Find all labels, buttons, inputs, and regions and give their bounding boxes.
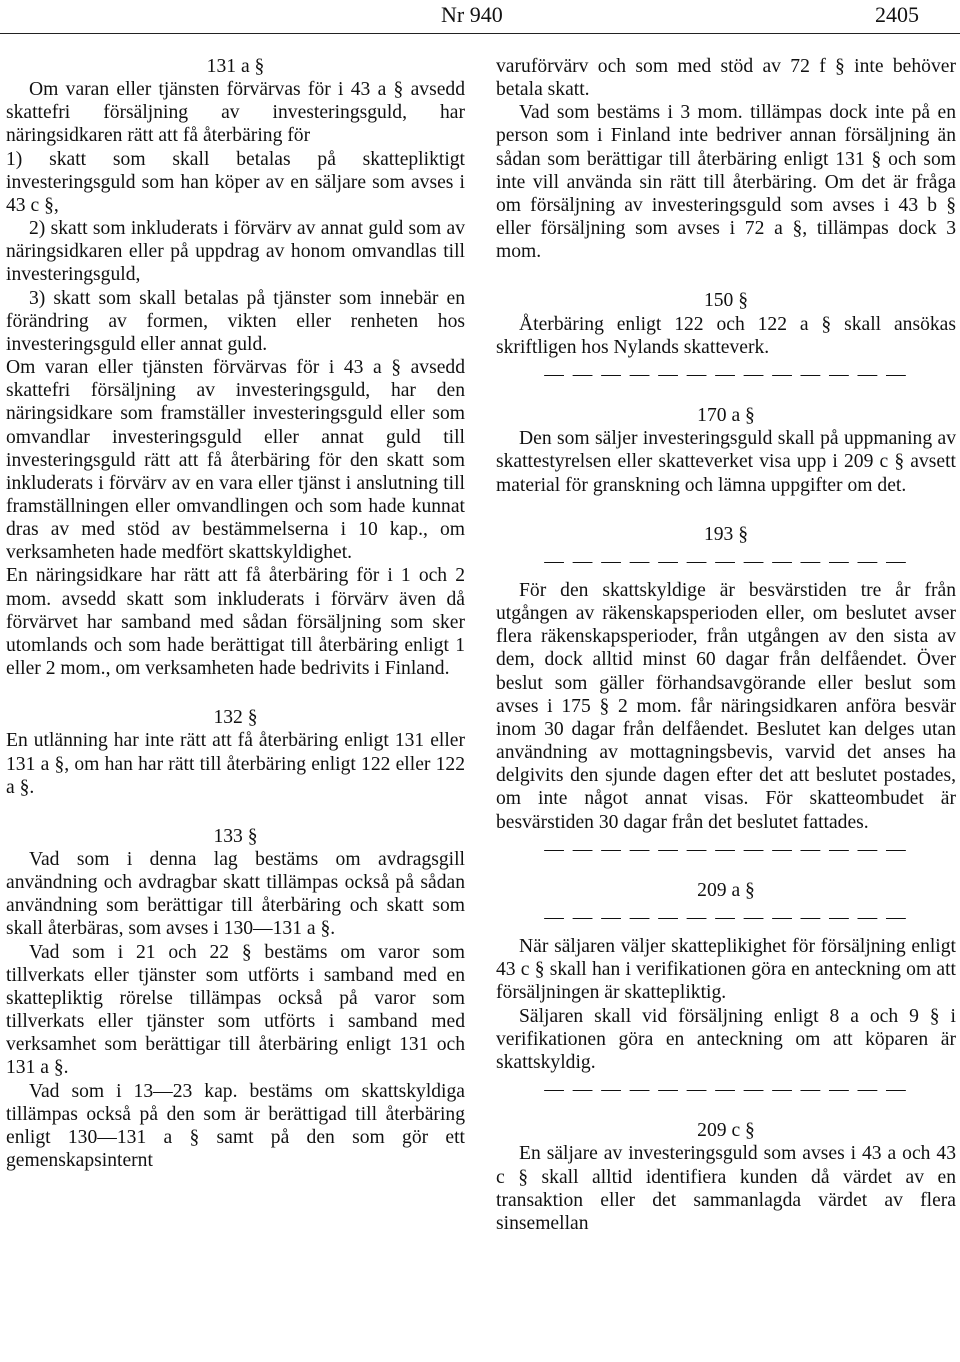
paragraph: Vad som i 13—23 kap. bestäms om skattskyldiga tillämpas också på den som är berättigad till återbäring enligt 130—131 a § samt på den som gör ett gemenskapsinternt [6,1080,465,1172]
paragraph: En utlänning har inte rätt att få återbäring enligt 131 eller 131 a §, om han har rätt till återbäring enligt 122 eller 122 a §. [6,730,465,798]
omission-dashes: — — — — — — — — — — — — — [544,550,908,572]
header-rule [0,33,960,34]
issue-number: Nr 940 [441,2,503,27]
paragraph: Den som säljer investeringsguld skall på uppmaning av skattestyrelsen eller skatteverket visa upp i 209 c § avsett material för granskning och lämna uppgifter om det. [496,428,956,496]
page-number: 2405 [875,2,919,27]
section-title: 131 a § [206,56,265,77]
paragraph: Om varan eller tjänsten förvärvas för i 43 a § avsedd skattefri försäljning av investeringsguld, har näringsidkaren rätt att få återbäring för [6,79,465,147]
paragraph: varuförvärv och som med stöd av 72 f § inte behöver betala skatt. [496,56,956,101]
list-item: 3) skatt som skall betalas på tjänster som innebär en förändring av formen, vikten eller renheten hos investeringsguld eller annat guld. [6,287,465,355]
paragraph: För den skattskyldige är besvärstiden tre år från utgången av räkenskapsperioden eller, om beslutet avser flera räkenskapsperioder, från utgången av den sista av dem, dock alltid minst 60 dagar från delfåendet. Över beslut som gäller förhandsavgörande eller beslut som avses i 175 § 2 mom. får näringsidkaren anföra besvär inom 30 dagar från delfåendet. Beslutet kan delges utan användning av mottagningsbevis, varvid det anses ha delgivits den sjunde dagen efter det att beslutet postades, om inte något annat visas. För skatteombudet är besvärstiden 30 dagar från det beslutet fattades. [496,579,956,833]
omission-dashes: — — — — — — — — — — — — — [544,1079,908,1101]
list-item: 2) skatt som inkluderats i förvärv av annat guld som av näringsidkaren eller på uppdrag av honom omvandlas till investeringsguld, [6,218,465,286]
omission-dashes: — — — — — — — — — — — — — [544,838,908,860]
section-title: 193 § [703,523,749,545]
omission-dashes: — — — — — — — — — — — — — [544,363,908,385]
list-item: 1) skatt som skall betalas på skattepliktigt investeringsguld som han köper av en säljare som avses i 43 c §, [6,148,465,216]
section-title: 209 c § [697,1120,755,1142]
section-title: 170 a § [697,405,755,427]
paragraph: Vad som i 21 och 22 § bestäms om varor som tillverkats eller tjänster som utförts i samband med en skattepliktig rörelse tillämpas också på varor som tillverkats eller tjänster som utförts i samband med verksamhet som berättigar till återbäring enligt 131 och 131 a §. [6,941,465,1079]
paragraph: Säljaren skall vid försäljning enligt 8 a och 9 § i verifikationen göra en anteckning om att köparen är skattskyldig. [496,1005,956,1073]
paragraph: Vad som i denna lag bestäms om avdragsgill användning och avdragbar skatt tillämpas också på sådan användning som berättigar till återbäring och skatt som skall återbäras, som avses i 130—131 a §. [6,849,465,940]
right-column [496,55,956,1235]
section-title: 132 § [213,707,258,729]
section-title: 150 § [703,290,749,312]
paragraph: En näringsidkare har rätt att få återbäring för i 1 och 2 mom. avsedd skatt som inkluderats i förvärv även då förvärvet har samband med sådan försäljning som sker utomlands och som hade berättigat till återbäring enligt 1 eller 2 mom., om verksamheten hade bedrivits i Finland. [6,565,465,680]
left-column [6,55,465,1172]
page-header [0,0,960,36]
paragraph: Om varan eller tjänsten förvärvas för i 43 a § avsedd skattefri försäljning av investeringsguld, har den näringsidkare som framställer investeringsguld eller som omvandlar investeringsguld eller annat guld till investeringsguld rätt att få återbäring för den skatt som inkluderats i förvärv av en vara eller tjänst i anslutning till framställningen eller omvandlingen och som hade kunnat dras av med stöd av bestämmelserna i 10 kap., om verksamheten hade medfört skattskyldighet. [6,357,465,564]
paragraph: Vad som bestäms i 3 mom. tillämpas dock inte på en person som i Finland inte bedriver annan försäljning än sådan som berättigar till återbäring enligt 131 § och som inte vill använda sin rätt till återbäring. Om det är fråga om försäljning av investeringsguld som avses i 43 b § eller försäljning som avses i 72 a §, tillämpas dock 3 mom. [496,102,956,263]
paragraph: En säljare av investeringsguld som avses i 43 a och 43 c § skall alltid identifiera kunden då värdet av en transaktion eller det sammanlagda värdet av flera sinsemellan [496,1143,956,1234]
paragraph: När säljaren väljer skatteplikighet för försäljning enligt 43 c § skall han i verifikationen göra en anteckning om att försäljningen är skattepliktig. [496,936,956,1004]
section-title: 209 a § [697,879,755,901]
paragraph: Återbäring enligt 122 och 122 a § skall ansökas skriftligen hos Nylands skatteverk. [496,313,956,358]
section-title: 133 § [213,825,258,847]
omission-dashes: — — — — — — — — — — — — — [544,907,908,928]
